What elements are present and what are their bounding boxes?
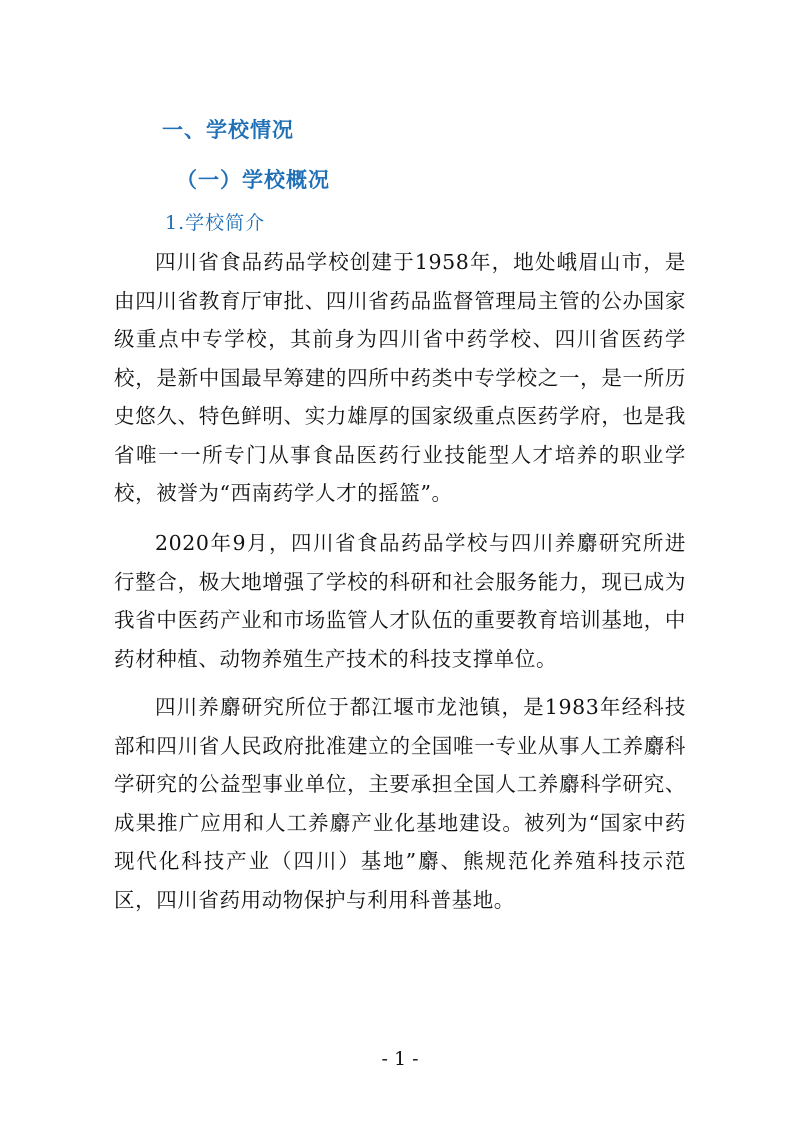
page-number: - 1 - [381, 1048, 419, 1070]
paragraph-musk-institute: 四川养麝研究所位于都江堰市龙池镇，是1983年经科技部和四川省人民政府批准建立的全国唯一专业从事人工养麝科学研究的公益型事业单位，主要承担全国人工养麝科学研究、成果推广应用和人工养麝产业化基地建设。被列为“国家中药现代化科技产业（四川）基地”麝、熊规范化养殖科技示范区，四川省药用动物保护与利用科普基地。 [114, 695, 686, 912]
section-heading: 一、学校情况 [162, 118, 294, 142]
sub-subsection-heading: 1.学校简介 [165, 212, 266, 234]
paragraph-merger: 2020年9月，四川省食品药品学校与四川养麝研究所进行整合，极大地增强了学校的科研和社会服务能力，现已成为我省中医药产业和市场监管人才队伍的重要教育培训基地，中药材种植、动物养殖生产技术的科技支撑单位。 [114, 531, 686, 671]
subsection-heading: （一）学校概况 [176, 168, 330, 192]
paragraph-school-intro: 四川省食品药品学校创建于1958年，地处峨眉山市，是由四川省教育厅审批、四川省药品监督管理局主管的公办国家级重点中专学校，其前身为四川省中药学校、四川省医药学校，是新中国最早筹建的四所中药类中专学校之一，是一所历史悠久、特色鲜明、实力雄厚的国家级重点医药学府，也是我省唯一一所专门从事食品医药行业技能型人才培养的职业学校，被誉为“西南药学人才的摇篮”。 [114, 250, 686, 505]
